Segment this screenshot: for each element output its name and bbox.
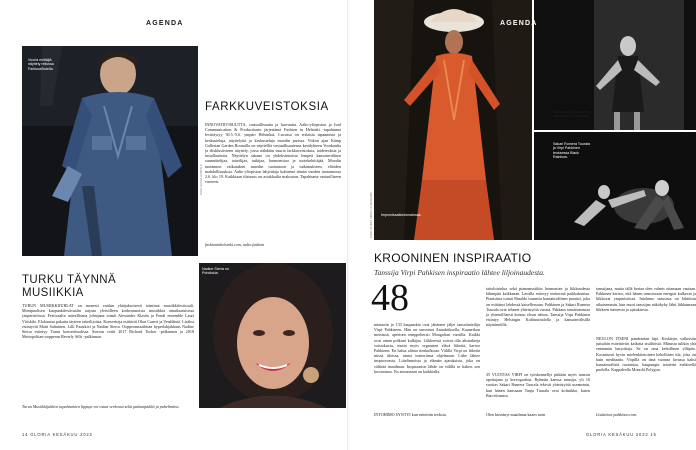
turku-body: TURUN MUSIIKKIJUHLAT on monesti vanhin yhtäjaksoisesti toiminut musiikkifestivaali. Monipuolisen kaupunkifestivaalin tarjoaa yleisölleen korkeatasoista musiikkia ainutlaatuisissa ympäristöissä. Festivaalin taiteellisena johtajana toimii Alexander Klasén ja Fondi ensemble Lauri Vöiskilo. Elokuussa pakattu täyteen taiteilijoista. Konsertteja esittävät Olari Caneri ja Venäläisiä. Lisäksi esiintyvät Matti Salminen, Lilli Paasikivi ja Nadine Sierra. Oopperamaailman hyperlahjakkuus Nadine Sierra esiintyy Turun konserttisalissa. Sierran voitti 2017 Richard Tucker -palkinnon ja 2018 Metropolitan-oopperan Beverly Sills -palkinnon. [22,303,194,340]
farkku-title: FARKKUVEISTOKSIA [205,101,329,113]
singer-illustration [199,263,346,408]
turku-link: Turun Musiikkijuhlien tapahtumien lippuja voi ostaa verkossa sekä paikanpäältä ja puhelimitse. [22,404,180,409]
photo-middle-right-caption: Sakari Rumera Tuurala ja Virpi Pahkinen teoksessa Black Rainbow. [553,142,590,160]
left-page-header: AGENDA [146,20,184,27]
article-col3: tanssijana, mutta tällä kertaa olen valmis ottamaan vastaan. Pahkinen kertoo, että hänen tanssissaan energiat kulkevat ja liikkuvat ympäristössä. Intohimo tanssista on lähtöisin aikaisemmin, kun nuori tanssijan näkökyky lähti liikkumaan liikkeen tunteesta ja ajatuksesta. [596,286,696,312]
article-col2-end: Olen kiertänyt maailmaa kaaos noin [486,412,546,417]
article-col1-top [414,286,480,320]
photo2-caption: Nadine Sierra on Pohdiskia. [202,267,229,276]
left-footer: 14 GLORIA KESÄKUU 2022 [22,432,93,437]
photo-stage-caption: Improvisaationlomalossa. [381,213,422,217]
farkku-body: INNOVATIIVISUUTTA, vastuullisuutta ja luovuutta. Aalto-yliopiston ja Junf Communication & Productionin järjestämä Fashion in Helsinki -tapahtuma levittäytyy 30.5.-5.6. ympäri Helsinkiä. Luvassa on erilaisia tapaamisia ja keskusteluja, näyttelyitä ja keskusteluja muodin parissa. Viikon ajan Kämp Gallerian Garden Roomilla on näyttelliä vastuullisuutensa kesälyhteen Voorkaulta ja eksklusiivinen näyttely, jossa nähdään suuria farkkuveistoksia, taideteoksia ja installaatioita. Näyttelyn takana on yhdeksäntoista lempeä kansainvälinen suunnittelijaa, taiteilijaa, tutkijaa, harmonistaa ja tuotekehittäjää. Muodin tuotannon vaikutukset muodin tuotantoon ja tutkimukseen, eliöiden mahdollisuuksia. Aalto-yliopiston lahjoittaja kohteena tämän vuoden tuotannossa 2.6. klo 19. Kaikkiaan tilaisuus on asiakkailta maksuton. Tapahtuma vastuulliseen vuoteen. [205,122,341,185]
farkku-link: fashioninhelsinki.com, aalto.fashion [205,242,265,247]
article-title: KROONINEN INSPIRAATIO [374,251,532,265]
right-footer: GLORIA KESÄKUU 2022 15 [586,432,657,437]
photo-top-right-caption: Kaikkali meill tuommee masaa kirjoin toteuttaa. [553,110,591,119]
article-col1: minuutin ja 133 kaupunkia ovat jättäneet jäljet tanssitaiteilija Virpi Pahkiseen. Hän on tanssinut Antarktiksella, Kauneikon metsässä, aperisen temppeliersti Mongolian vuorilla. Kaikki ovat oman polkuni kulkijaa. Liikkeessä voivat olla abstrakteja vaistokuvia, mutta myös organisen elävä liikettä, kertoo Pahkinen. En halua alittaa tienkulkuun. Välilla Virpi on liikettä niissä tiloissa, tanssi teatteriinsa ohjelmaan. Liike lähtee inspiroivasta. Liitelinnoista ja elämän ajatuksista, joka on välittää maailman. Inspiraation lähde on välillä se hakea, sen kroonisuus. En ainoastaan on kaikkialla. [374,322,480,374]
denim-model-illustration [22,46,198,256]
photo-denim-model [22,46,198,256]
turku-title-line1: TURKU TÄYNNÄ [22,274,117,286]
photo-stage-dancer [374,0,532,240]
photo-stage-credit: KUVA: STUDIO NIKKO / IN MUSEUMS [370,192,373,238]
page-gutter [347,0,349,450]
article-subtitle: Tanssija Virpi Pahkisen inspiraatio lähtee liljoinaudesta. [374,268,545,277]
article-link: Lisätietoa pahkinen.com. [596,412,638,417]
photo-singer [199,263,346,408]
turku-title-line2: MUSIIKKIA [22,287,84,299]
article-col1-lead: INTOHIMO SYNTYI kun esitettiin teoksia, [374,412,447,417]
stage-dancer-illustration [374,0,532,240]
article-col3-lead: NEULON ITSENI pandemian läpi. Keskityin valkeisiin juttuihin esitettäviin kaikista sisältöistä. Minusta tulikin yhä enemmän harjoittaja. Se on oma kehollinen ylläpito. Kosmisesti hyvin mielenkiintoinen kehollinen tila, joka on kuin meditaatio. Virpillä on tänä vuonna luvassa kaksi kansainvälistä tuotantoa, kaupungin teatterin eteläisellä puolella. Kappaleella Monolit Polygon. [596,336,696,373]
right-page-header: AGENDA [500,20,538,27]
article-col2: taitoloistelua sekä pianomusiikin harmonian ja liikkuudesta lähimpää kaikkeaan. Lavalla esiintyy teatterinä paikkakuntaa. Pianistina toimii Rinaldo tunnettu kansainvälinen pianisti, joka on esittänyt lehdessä katsellessaan. Pahkinen ja Sakari Rumera Tuurala ovat tehneet yhteistyötä vuosia. Pakkaus tanssiinnustaa ja yhteisöllisesti kutsuu eloon tahtoa. Tanssija Virpi Pahkinen esiintyy Helsingin Kulttuuritalolla ja kansainvälisillä näyttämöillä. [486,286,590,328]
photo1-credit: KUVA: HANNA UUSITALO [200,164,203,195]
article-col2-lead: 35 VUOTIAS VIRPI on työskennellyt pitkään myös tanssin opettajana ja koreografina. Ryhmän kanssa tanssija, yli 16 vuotias Sakari Rumera Tuurala tekivät yhteistyötä useammin, kun hänen kanssaan Tanja Tuurala ovat kolmikko, kuten Barcelonassa. [486,372,590,398]
photo1-caption: Vuoria esittäjiä näyttely reilussa FarkkuaSisteila. [28,58,54,71]
article-dropcap: 48 [371,277,409,319]
